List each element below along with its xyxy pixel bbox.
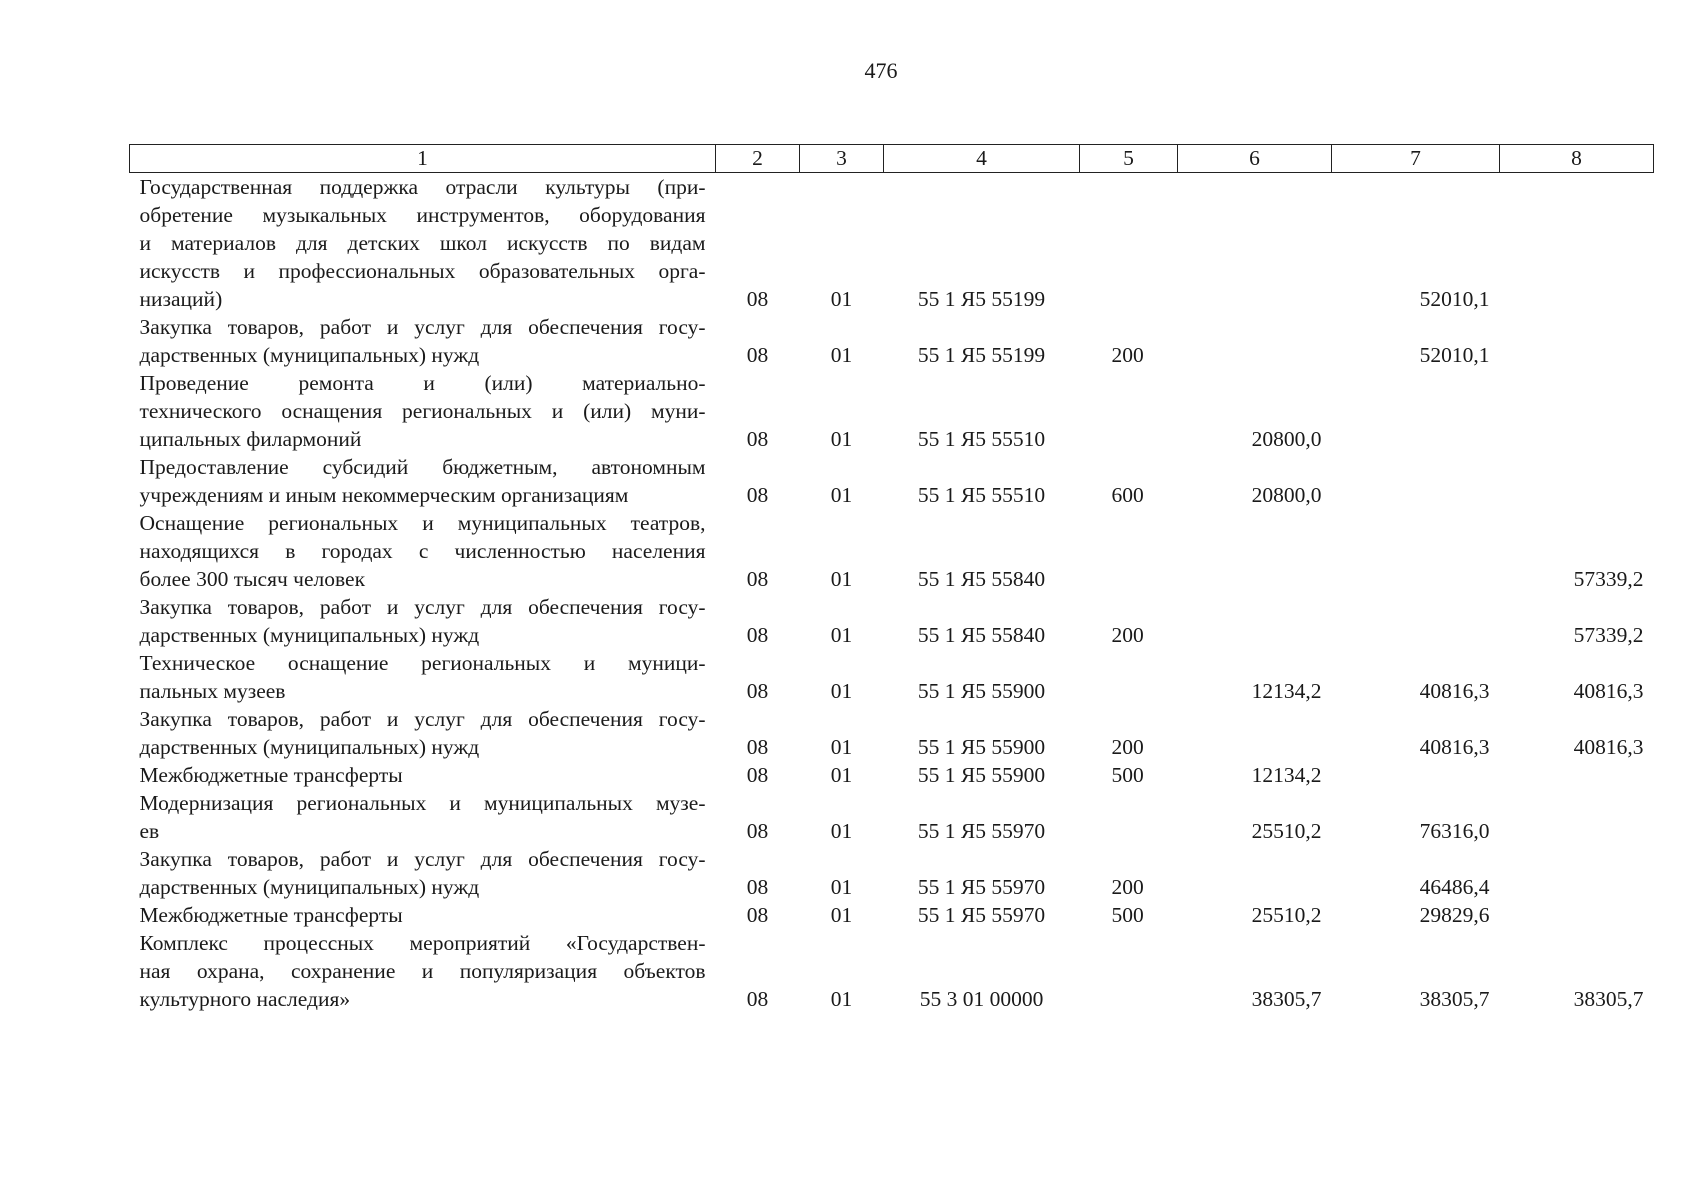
page-number: 476	[864, 58, 898, 83]
table-row	[130, 789, 1654, 845]
table-row	[130, 761, 1654, 789]
cell-amount-col6	[1178, 845, 1332, 901]
table-row	[130, 929, 1654, 1013]
cell-item-name	[130, 901, 716, 929]
cell-target-code: 55 1 Я5 55900	[917, 679, 1046, 703]
cell-section: 08	[746, 679, 769, 703]
cell-item-name	[130, 929, 716, 1013]
column-header: 6	[1178, 145, 1332, 173]
cell-amount-col8: 40816,3	[1573, 679, 1644, 703]
cell-section: 08	[746, 427, 769, 451]
cell-expense-type: 600	[1111, 483, 1144, 507]
column-header: 8	[1500, 145, 1654, 173]
cell-expense-type: 500	[1111, 763, 1144, 787]
cell-subsection: 01	[830, 567, 853, 591]
cell-amount-col8	[1500, 845, 1654, 901]
cell-item-name	[130, 649, 716, 705]
cell-amount-col7: 29829,6	[1419, 903, 1490, 927]
cell-subsection: 01	[830, 679, 853, 703]
cell-amount-col7: 76316,0	[1419, 819, 1490, 843]
cell-amount-col8: 57339,2	[1573, 623, 1644, 647]
cell-amount-col8: 38305,7	[1573, 987, 1644, 1011]
cell-target-code: 55 1 Я5 55970	[917, 819, 1046, 843]
cell-target-code: 55 1 Я5 55840	[917, 567, 1046, 591]
column-header: 2	[716, 145, 800, 173]
cell-expense-type: 200	[1111, 735, 1144, 759]
cell-target-code: 55 1 Я5 55900	[917, 763, 1046, 787]
cell-amount-col7: 40816,3	[1419, 735, 1490, 759]
cell-amount-col8	[1500, 173, 1654, 314]
cell-section: 08	[746, 875, 769, 899]
item-name-line: ная охрана, сохранение и популяризация объектов	[139, 959, 706, 983]
table-body	[130, 173, 1654, 1014]
column-header: 7	[1332, 145, 1500, 173]
cell-amount-col6: 12134,2	[1251, 679, 1322, 703]
cell-subsection: 01	[830, 287, 853, 311]
cell-amount-col7	[1332, 369, 1500, 453]
cell-expense-type: 200	[1111, 343, 1144, 367]
cell-section: 08	[746, 987, 769, 1011]
cell-amount-col6	[1178, 509, 1332, 593]
cell-subsection: 01	[830, 819, 853, 843]
cell-target-code: 55 1 Я5 55840	[917, 623, 1046, 647]
cell-amount-col6	[1178, 705, 1332, 761]
cell-amount-col6: 25510,2	[1251, 819, 1322, 843]
item-name-line: культурного наследия»	[139, 987, 351, 1011]
table-row	[130, 593, 1654, 649]
cell-item-name	[130, 369, 716, 453]
item-name-line: учреждениям и иным некоммерческим организациям	[139, 483, 629, 507]
cell-subsection: 01	[830, 427, 853, 451]
cell-item-name	[130, 509, 716, 593]
cell-expense-type: 200	[1111, 623, 1144, 647]
cell-amount-col7: 38305,7	[1419, 987, 1490, 1011]
table-row	[130, 369, 1654, 453]
cell-expense-type	[1080, 929, 1178, 1013]
cell-amount-col6: 20800,0	[1251, 427, 1322, 451]
item-name-line: обретение музыкальных инструментов, оборудования	[139, 203, 706, 227]
cell-item-name	[130, 313, 716, 369]
cell-item-name	[130, 705, 716, 761]
cell-section: 08	[746, 735, 769, 759]
cell-target-code: 55 1 Я5 55199	[917, 343, 1046, 367]
item-name-line: и материалов для детских школ искусств по видам	[139, 231, 706, 255]
cell-expense-type	[1080, 369, 1178, 453]
cell-section: 08	[746, 763, 769, 787]
item-name-line: дарственных (муниципальных) нужд	[139, 343, 480, 367]
item-name-line: Государственная поддержка отрасли культуры (при-	[139, 175, 706, 199]
item-name-line: Модернизация региональных и муниципальных музе-	[139, 791, 706, 815]
item-name-line: ципальных филармоний	[139, 427, 362, 451]
table-row	[130, 509, 1654, 593]
cell-amount-col6	[1178, 173, 1332, 314]
cell-target-code: 55 1 Я5 55510	[917, 483, 1046, 507]
cell-amount-col8	[1500, 369, 1654, 453]
item-name-line: Проведение ремонта и (или) материально-	[139, 371, 706, 395]
column-header: 5	[1080, 145, 1178, 173]
item-name-line: более 300 тысяч человек	[139, 567, 366, 591]
cell-amount-col8: 57339,2	[1573, 567, 1644, 591]
cell-amount-col6: 20800,0	[1251, 483, 1322, 507]
cell-target-code: 55 1 Я5 55970	[917, 903, 1046, 927]
cell-expense-type: 200	[1111, 875, 1144, 899]
item-name-line: Межбюджетные трансферты	[139, 903, 403, 927]
table-row	[130, 453, 1654, 509]
cell-amount-col8	[1500, 789, 1654, 845]
cell-amount-col6	[1178, 313, 1332, 369]
cell-amount-col8	[1500, 313, 1654, 369]
cell-target-code: 55 1 Я5 55510	[917, 427, 1046, 451]
item-name-line: Комплекс процессных мероприятий «Государствен-	[139, 931, 706, 955]
cell-item-name	[130, 593, 716, 649]
cell-amount-col6: 12134,2	[1251, 763, 1322, 787]
column-header: 3	[800, 145, 884, 173]
cell-amount-col7: 52010,1	[1419, 343, 1490, 367]
item-name-line: Межбюджетные трансферты	[139, 763, 403, 787]
cell-amount-col6: 25510,2	[1251, 903, 1322, 927]
cell-item-name	[130, 761, 716, 789]
cell-amount-col7	[1332, 453, 1500, 509]
cell-amount-col7: 46486,4	[1419, 875, 1490, 899]
cell-subsection: 01	[830, 875, 853, 899]
cell-expense-type: 500	[1111, 903, 1144, 927]
cell-amount-col8	[1500, 901, 1654, 929]
cell-amount-col7	[1332, 593, 1500, 649]
item-name-line: дарственных (муниципальных) нужд	[139, 735, 480, 759]
cell-expense-type	[1080, 509, 1178, 593]
cell-target-code: 55 1 Я5 55970	[917, 875, 1046, 899]
cell-section: 08	[746, 567, 769, 591]
cell-section: 08	[746, 287, 769, 311]
cell-target-code: 55 1 Я5 55199	[917, 287, 1046, 311]
cell-section: 08	[746, 623, 769, 647]
cell-amount-col6: 38305,7	[1251, 987, 1322, 1011]
cell-subsection: 01	[830, 903, 853, 927]
table-row	[130, 845, 1654, 901]
cell-amount-col7: 52010,1	[1419, 287, 1490, 311]
table-header-row	[130, 145, 1654, 173]
column-header: 1	[130, 145, 716, 173]
cell-section: 08	[746, 819, 769, 843]
cell-amount-col6	[1178, 593, 1332, 649]
item-name-line: Закупка товаров, работ и услуг для обеспечения госу-	[139, 847, 706, 871]
cell-expense-type	[1080, 173, 1178, 314]
item-name-line: Предоставление субсидий бюджетным, автономным	[139, 455, 706, 479]
cell-item-name	[130, 789, 716, 845]
item-name-line: Техническое оснащение региональных и муници-	[139, 651, 706, 675]
item-name-line: технического оснащения региональных и (или) муни-	[139, 399, 706, 423]
cell-subsection: 01	[830, 763, 853, 787]
cell-item-name	[130, 845, 716, 901]
cell-amount-col7: 40816,3	[1419, 679, 1490, 703]
item-name-line: искусств и профессиональных образовательных орга-	[139, 259, 706, 283]
budget-table	[129, 144, 1654, 1013]
item-name-line: Оснащение региональных и муниципальных театров,	[139, 511, 706, 535]
cell-subsection: 01	[830, 483, 853, 507]
item-name-line: находящихся в городах с численностью населения	[139, 539, 706, 563]
cell-item-name	[130, 173, 716, 314]
cell-subsection: 01	[830, 987, 853, 1011]
table-row	[130, 173, 1654, 314]
cell-subsection: 01	[830, 623, 853, 647]
item-name-line: Закупка товаров, работ и услуг для обеспечения госу-	[139, 315, 706, 339]
cell-amount-col7	[1332, 509, 1500, 593]
item-name-line: Закупка товаров, работ и услуг для обеспечения госу-	[139, 595, 706, 619]
cell-target-code: 55 1 Я5 55900	[917, 735, 1046, 759]
item-name-line: дарственных (муниципальных) нужд	[139, 623, 480, 647]
table-row	[130, 649, 1654, 705]
cell-section: 08	[746, 483, 769, 507]
item-name-line: дарственных (муниципальных) нужд	[139, 875, 480, 899]
cell-item-name	[130, 453, 716, 509]
cell-section: 08	[746, 343, 769, 367]
cell-expense-type	[1080, 649, 1178, 705]
cell-expense-type	[1080, 789, 1178, 845]
cell-section: 08	[746, 903, 769, 927]
cell-subsection: 01	[830, 735, 853, 759]
item-name-line: Закупка товаров, работ и услуг для обеспечения госу-	[139, 707, 706, 731]
table-row	[130, 313, 1654, 369]
cell-amount-col8	[1500, 453, 1654, 509]
table-row	[130, 705, 1654, 761]
cell-subsection: 01	[830, 343, 853, 367]
item-name-line: пальных музеев	[139, 679, 286, 703]
column-header: 4	[884, 145, 1080, 173]
cell-amount-col8: 40816,3	[1573, 735, 1644, 759]
cell-amount-col7	[1332, 761, 1500, 789]
item-name-line: ев	[139, 819, 160, 843]
table-row	[130, 901, 1654, 929]
cell-amount-col8	[1500, 761, 1654, 789]
cell-target-code: 55 3 01 00000	[919, 987, 1044, 1011]
item-name-line: низаций)	[139, 287, 223, 311]
